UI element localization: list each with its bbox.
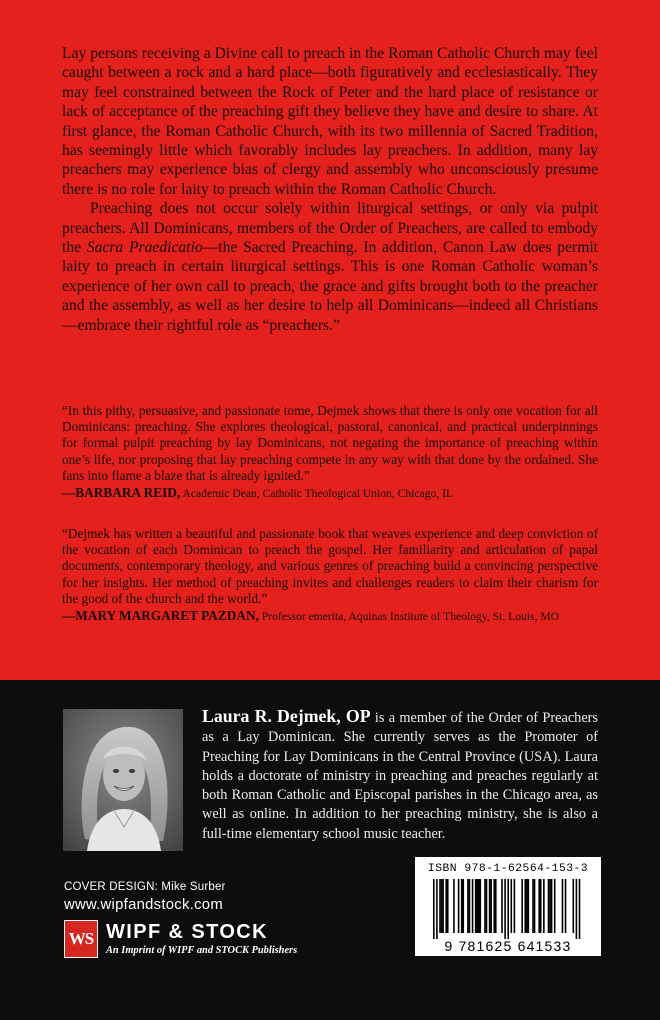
author-name: Laura R. Dejmek, OP: [202, 706, 371, 726]
barcode-bar: [504, 879, 506, 939]
barcode-bar: [507, 879, 509, 939]
author-bio-text: [202, 707, 598, 844]
publisher-imprint: An Imprint of WIPF and STOCK Publishers: [106, 945, 298, 956]
barcode-bar: [511, 879, 513, 933]
barcode-bar: [526, 879, 528, 933]
publisher-website: www.wipfandstock.com: [64, 897, 223, 913]
barcode-bar: [534, 879, 536, 933]
barcode-bar: [573, 879, 575, 933]
barcode-bar: [484, 879, 486, 933]
barcode-bar: [441, 879, 443, 933]
barcode-bar: [549, 879, 551, 933]
description-text: Preaching does not occur solely within liturgical settings, or only via pulpit preachers. All Dominicans, members of the Order of Preachers, are called to embody the: [62, 200, 598, 257]
description-text: —the Sacred Preaching. In addition, Canon Law does permit laity to preach in certain liturgical settings. This is one Roman Catholic woman’s experience of her own call to preach, the grace and gifts brought both to the preacher and the assembly, as well as her desire to help all Dominicans—indeed all Christians—embrace their rightful role as “preachers.”: [62, 239, 598, 334]
author-portrait-image: [63, 709, 183, 851]
barcode-bar: [442, 879, 444, 933]
barcode-bar: [551, 879, 553, 933]
cover-design-credit: COVER DESIGN: Mike Surber: [64, 881, 226, 893]
barcode-bar: [461, 879, 463, 933]
latin-term: Sacra Praedicatio: [86, 239, 203, 257]
barcode-bar: [495, 879, 497, 933]
endorsement-attribution: [62, 485, 598, 502]
barcode-bar: [579, 879, 581, 939]
isbn-barcode: [415, 857, 601, 956]
barcode-bar: [476, 879, 478, 933]
barcode-bar: [480, 879, 482, 933]
endorsement-text: “Dejmek has written a beautiful and passionate book that weaves experience and deep conviction of the vocation of each Dominican to preach the gospel. Her familiarity and articulation of papal documents, contemporary theology, and various genres of preaching build a convincing perspective for her insights. Her method of preaching invites and challenges readers to claim their charism for the good of the church and the world.”: [62, 526, 598, 606]
description-paragraph-2: [62, 199, 598, 335]
ws-logo-icon: WS: [64, 920, 98, 958]
bio-text: is a member of the Order of Preachers as a Lay Dominican. She currently serves as the Promoter of Preaching for Lay Dominicans in the Central Province (USA). Laura holds a doctorate of ministry in preaching and preaches regularly at both Roman Catholic and Episcopal parishes in the Chicago area, as well as online. In addition to her preaching ministry, she is also a full-time elementary school music teacher.: [202, 710, 598, 842]
endorsement-1: [62, 403, 598, 502]
barcode-bar: [490, 879, 492, 933]
barcode-bar: [458, 879, 460, 933]
author-photo: [63, 709, 183, 851]
credits: [64, 880, 226, 915]
barcode-digits: 9 781625 641533: [444, 938, 572, 954]
endorsement-text: “In this pithy, persuasive, and passionate tome, Dejmek shows that there is only one vocation for all Dominicans: preaching. She explores theological, pastoral, canonical, and practical underpinnings for formal pulpit preaching by lay Dominicans, not negating the importance of preaching within one’s life, nor proposing that lay preaching compete in any way with that done by the ordained. She fans into flame a blaze that is already ignited.”: [62, 403, 598, 483]
publisher-logo: [64, 920, 324, 962]
barcode-bar: [453, 879, 455, 933]
barcode-bar: [469, 879, 471, 933]
endorser-title: Professor emerita, Aquinas Institute of Theology, St. Louis, MO: [258, 610, 560, 624]
barcode-bar: [532, 879, 534, 933]
endorser-name: —BARBARA REID,: [62, 485, 181, 501]
barcode-bar: [493, 879, 495, 933]
barcode-bar: [562, 879, 564, 933]
barcode-bar: [475, 879, 477, 933]
author-bio: [202, 707, 598, 844]
barcode-bar: [528, 879, 530, 933]
barcode-bar: [565, 879, 567, 933]
barcode-bar: [548, 879, 550, 933]
barcode-bar: [439, 879, 441, 933]
barcode-bar: [486, 879, 488, 933]
barcode-bar: [554, 879, 556, 933]
publisher-name: WIPF & STOCK: [106, 921, 268, 943]
barcode-bar: [501, 879, 503, 933]
endorsement-attribution: [62, 608, 598, 625]
barcode-bar: [447, 879, 449, 933]
barcode-bar: [514, 879, 516, 933]
description-paragraph-1: Lay persons receiving a Divine call to preach in the Roman Catholic Church may feel caught between a rock and a hard place—both figuratively and ecclesiastically. They may feel constrained between the Rock of Peter and the hard place of resistance or lack of acceptance of the preaching gift they believe they have and desire to share. At first glance, the Roman Catholic Church, with its two millennia of Sacred Tradition, has seemingly little which favorably includes lay preachers. In addition, many lay preachers may experience bias of clergy and assembly who unconsciously presume there is no role for laity to preach within the Roman Catholic Church.: [62, 45, 598, 198]
barcode-bar: [540, 879, 542, 933]
barcode-bar: [445, 879, 447, 933]
isbn-label: ISBN 978-1-62564-153-3: [427, 863, 589, 875]
barcode-bar: [538, 879, 540, 933]
endorsement-2: [62, 526, 598, 625]
barcode-bar: [462, 879, 464, 933]
barcode-bar: [433, 879, 435, 939]
barcode-bar: [472, 879, 474, 933]
barcode-bar: [543, 879, 545, 933]
book-description: [62, 44, 598, 335]
barcode-icon: [429, 879, 587, 939]
barcode-bar: [478, 879, 480, 933]
barcode-bar: [521, 879, 523, 933]
barcode-bar: [576, 879, 578, 939]
barcode-bar: [436, 879, 438, 939]
endorser-title: Academic Dean, Catholic Theological Union, Chicago, IL: [180, 487, 454, 501]
endorser-name: —MARY MARGARET PAZDAN,: [62, 608, 259, 624]
barcode-bar: [489, 879, 491, 933]
barcode-bar: [524, 879, 526, 933]
barcode-bar: [467, 879, 469, 933]
